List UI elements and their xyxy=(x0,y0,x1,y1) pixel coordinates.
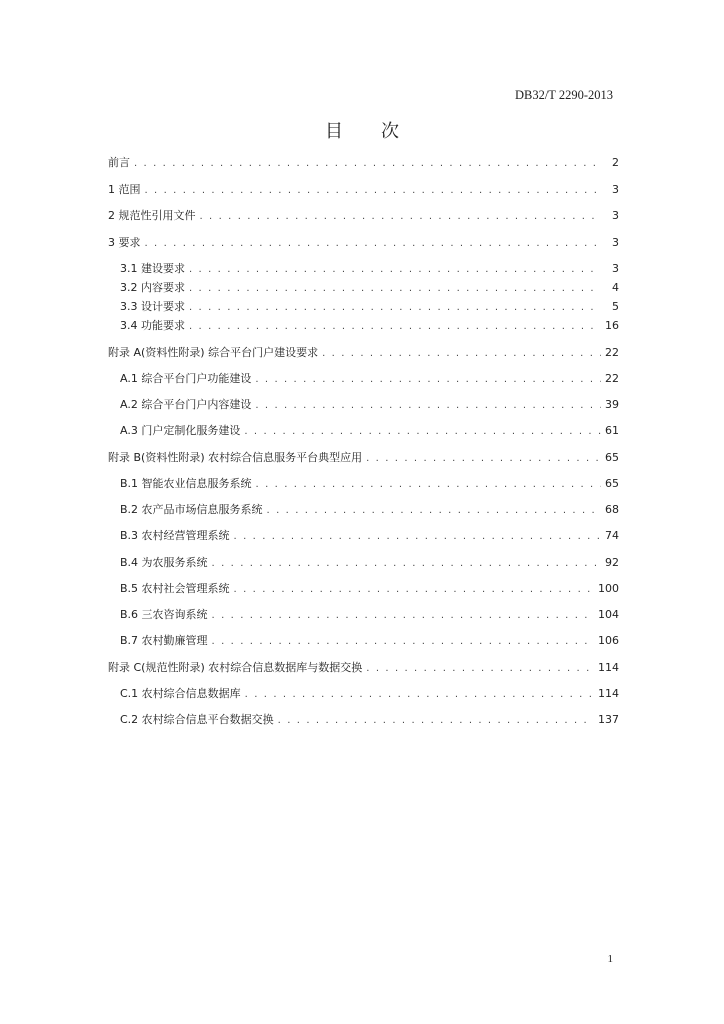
toc-entry[interactable] xyxy=(120,300,619,315)
toc-entry-label: 3.3 设计要求 xyxy=(120,300,185,313)
toc-entry-label: B.7 农村勤廉管理 xyxy=(120,634,208,647)
toc-leader-dots xyxy=(189,320,601,334)
toc-entry-label: 附录 A(资料性附录) 综合平台门户建设要求 xyxy=(108,346,319,359)
toc-leader-dots xyxy=(322,347,601,361)
toc-entry[interactable] xyxy=(120,477,619,492)
toc-leader-dots xyxy=(234,583,594,597)
toc-entry-page: 2 xyxy=(612,156,619,169)
toc-entry-label: 3.1 建设要求 xyxy=(120,262,185,275)
toc-leader-dots xyxy=(200,210,602,224)
toc-entry-label: B.3 农村经营管理系统 xyxy=(120,529,230,542)
toc-entry[interactable] xyxy=(120,424,619,439)
toc-entry-page: 61 xyxy=(605,424,619,437)
toc-entry-page: 114 xyxy=(598,687,619,700)
toc-leader-dots xyxy=(255,399,601,413)
toc-entry[interactable] xyxy=(120,372,619,387)
title-char-1: 目 xyxy=(325,121,343,142)
toc-entry-page: 92 xyxy=(605,556,619,569)
toc-entry-page: 3 xyxy=(612,183,619,196)
toc-leader-dots xyxy=(212,557,601,571)
toc-leader-dots xyxy=(189,282,601,296)
toc-leader-dots xyxy=(255,373,601,387)
toc-entry-page: 22 xyxy=(605,372,619,385)
toc-leader-dots xyxy=(278,714,594,728)
toc-entry-page: 114 xyxy=(598,661,619,674)
toc-leader-dots xyxy=(145,184,602,198)
toc-entry-label: B.4 为农服务系统 xyxy=(120,556,208,569)
toc-entry[interactable] xyxy=(120,556,619,571)
toc-leader-dots xyxy=(234,530,601,544)
toc-leader-dots xyxy=(189,301,601,315)
toc-entry-label: A.3 门户定制化服务建设 xyxy=(120,424,241,437)
toc-entry-page: 100 xyxy=(598,582,619,595)
toc-entry-label: B.5 农村社会管理系统 xyxy=(120,582,230,595)
toc-entry[interactable] xyxy=(120,281,619,296)
toc-entry-label: 3.4 功能要求 xyxy=(120,319,185,332)
toc-leader-dots xyxy=(245,688,594,702)
toc-entry-label: B.6 三农咨询系统 xyxy=(120,608,208,621)
toc-entry[interactable] xyxy=(108,183,619,198)
toc-entry[interactable] xyxy=(120,582,619,597)
toc-leader-dots xyxy=(212,609,594,623)
toc-leader-dots xyxy=(189,263,601,277)
toc-leader-dots xyxy=(256,478,601,492)
toc-entry-page: 137 xyxy=(598,713,619,726)
toc-entry[interactable] xyxy=(120,713,619,728)
toc-entry-label: A.1 综合平台门户功能建设 xyxy=(120,372,252,385)
toc-entry-label: 附录 B(资料性附录) 农村综合信息服务平台典型应用 xyxy=(108,451,363,464)
toc-entry[interactable] xyxy=(120,398,619,413)
toc-entry[interactable] xyxy=(108,346,619,361)
document-code: DB32/T 2290-2013 xyxy=(514,88,613,102)
toc-entry-page: 106 xyxy=(598,634,619,647)
title-char-2: 次 xyxy=(381,121,399,142)
toc-entry-page: 65 xyxy=(605,451,619,464)
toc-entry-page: 65 xyxy=(605,477,619,490)
toc-entry[interactable] xyxy=(108,209,619,224)
toc-entry[interactable] xyxy=(120,262,619,277)
toc-leader-dots xyxy=(366,452,601,466)
toc-entry-page: 16 xyxy=(605,319,619,332)
toc-entry[interactable] xyxy=(108,451,619,466)
toc-entry-page: 74 xyxy=(605,529,619,542)
toc-entry-label: 前言 xyxy=(108,156,130,169)
toc-leader-dots xyxy=(134,157,601,171)
toc-entry-label: C.2 农村综合信息平台数据交换 xyxy=(120,713,274,726)
page-number: 1 xyxy=(607,953,613,965)
toc-entry-label: B.2 农产品市场信息服务系统 xyxy=(120,503,263,516)
toc-entry-page: 68 xyxy=(605,503,619,516)
toc-entry-page: 39 xyxy=(605,398,619,411)
toc-entry[interactable] xyxy=(120,503,619,518)
toc-leader-dots xyxy=(212,635,594,649)
toc-entry[interactable] xyxy=(108,156,619,171)
toc-entry-page: 3 xyxy=(612,209,619,222)
toc-entry-label: 3.2 内容要求 xyxy=(120,281,185,294)
toc-entry-label: B.1 智能农业信息服务系统 xyxy=(120,477,252,490)
toc-entry[interactable] xyxy=(120,608,619,623)
toc-entry[interactable] xyxy=(108,236,619,251)
toc-leader-dots xyxy=(366,662,594,676)
toc-entry[interactable] xyxy=(108,661,619,676)
toc-entry-page: 3 xyxy=(612,262,619,275)
toc-entry-page: 5 xyxy=(612,300,619,313)
toc-entry-label: A.2 综合平台门户内容建设 xyxy=(120,398,252,411)
toc-leader-dots xyxy=(244,425,601,439)
toc-entry-page: 3 xyxy=(612,236,619,249)
toc-entry[interactable] xyxy=(120,529,619,544)
toc-leader-dots xyxy=(267,504,601,518)
toc-entry-label: 1 范围 xyxy=(108,183,141,196)
toc-entry[interactable] xyxy=(120,319,619,334)
toc-leader-dots xyxy=(145,237,602,251)
toc-entry-label: 附录 C(规范性附录) 农村综合信息数据库与数据交换 xyxy=(108,661,363,674)
toc-entry-label: C.1 农村综合信息数据库 xyxy=(120,687,241,700)
toc-entry-label: 3 要求 xyxy=(108,236,141,249)
toc-entry-page: 104 xyxy=(598,608,619,621)
toc-entry-page: 4 xyxy=(612,281,619,294)
toc-entry[interactable] xyxy=(120,634,619,649)
toc-entry-label: 2 规范性引用文件 xyxy=(108,209,196,222)
toc-entry-page: 22 xyxy=(605,346,619,359)
page-title xyxy=(0,117,724,143)
toc-entry[interactable] xyxy=(120,687,619,702)
